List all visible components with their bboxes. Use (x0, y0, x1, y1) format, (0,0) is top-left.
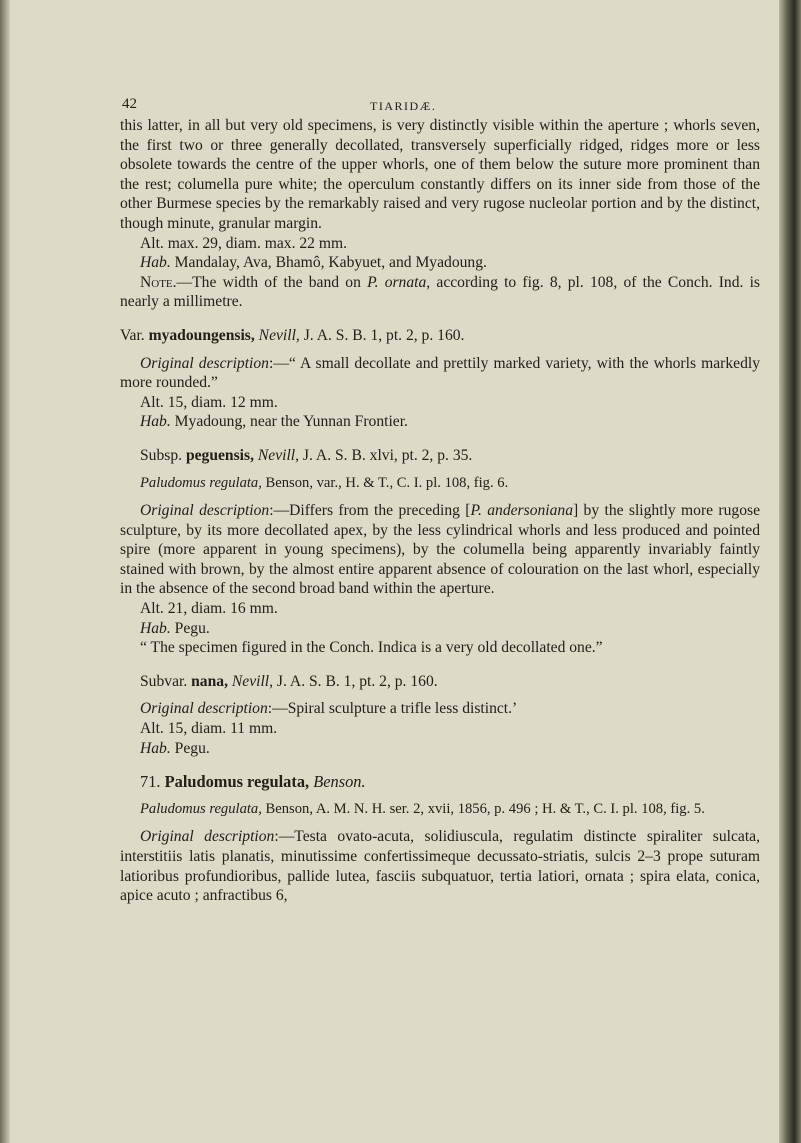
subsp-quote: “ The specimen figured in the Conch. Indica is a very old decollated one.” (140, 639, 603, 657)
var-original-description (120, 354, 760, 393)
subvar-nana-heading (120, 672, 760, 692)
hab-text: Pegu. (174, 739, 210, 757)
subsp-habitat (120, 619, 760, 639)
intro-note (120, 273, 760, 312)
species-71-heading (120, 772, 760, 792)
subvar-original-description (120, 699, 760, 719)
hab-text: Mandalay, Ava, Bhamô, Kabyuet, and Myadoung. (174, 254, 487, 272)
syn-species: Paludomus regulata, (140, 474, 262, 491)
hab-label: Hab. (140, 619, 171, 637)
species-71-synonym (120, 800, 760, 820)
var-myadoungensis-heading (120, 326, 760, 346)
syn-species: Paludomus regulata, (140, 800, 262, 817)
subvar-dimensions: Alt. 15, diam. 11 mm. (140, 720, 278, 738)
hab-label: Hab. (140, 254, 171, 272)
var-author: Nevill, (258, 326, 300, 344)
orig-label: Original description (140, 354, 269, 372)
orig-label: Original description (140, 828, 275, 846)
running-title: TIARIDÆ. (370, 99, 437, 113)
orig-before: :—Differs from the preceding [ (269, 502, 471, 520)
species-author: Benson. (313, 772, 366, 792)
note-before: —The width of the band on (176, 273, 361, 291)
subvar-habitat (120, 739, 760, 759)
hab-label: Hab. (140, 413, 171, 431)
subvar-prefix: Subvar. (140, 672, 188, 690)
subsp-synonym (120, 474, 760, 494)
species-number: 71. (140, 772, 161, 792)
var-name: myadoungensis, (148, 326, 255, 344)
orig-after: ] by the slightly more rugose sculpture, by its more decollated apex, by the less cylindrical whorls and less produced and pointed spire (more apparent in young specimens), by the columella being apparently invariably faintly stained with brown, by the almost entire apparent absence of colouration on the last whorl, especially in the absence of the second broad band within the aperture. (120, 502, 761, 598)
subvar-ref: J. A. S. B. 1, pt. 2, p. 160. (276, 672, 438, 690)
note-after: , according to fig. 8, pl. 108, of the Conch. Ind. is nearly a millimetre. (120, 273, 761, 311)
page-edge-left (0, 0, 10, 1143)
orig-label: Original description (140, 502, 270, 520)
intro-paragraph: this latter, in all but very old specimens, is very distinctly visible within the aperture ; whorls seven, the first two or three generally decollated, transversely superficially ridged, ridges more or less obsolete towards the centre of the upper whorls, one of them below the suture more prominent than the rest; columella pure white; the operculum constantly differs on its inner side from those of the other Burmese species by the remarkably raised and very rugose nucleolar portion and by the distinct, though minute, granular margin. (120, 117, 760, 232)
subsp-author: Nevill, (257, 446, 300, 464)
subsp-prefix: Subsp. (140, 446, 183, 464)
subsp-dimensions: Alt. 21, diam. 16 mm. (140, 600, 278, 618)
subsp-name: peguensis, (185, 446, 254, 464)
var-prefix: Var. (120, 326, 145, 344)
syn-ref: Benson, A. M. N. H. ser. 2, xvii, 1856, p. 496 ; H. & T., C. I. pl. 108, fig. 5. (265, 800, 705, 817)
orig-label: Original description (140, 700, 268, 718)
var-dimensions: Alt. 15, diam. 12 mm. (140, 393, 278, 411)
hab-text: Pegu. (174, 619, 210, 637)
intro-habitat (120, 253, 760, 273)
hab-text: Myadoung, near the Yunnan Frontier. (174, 413, 408, 431)
var-habitat (120, 412, 760, 432)
page-body (120, 96, 760, 906)
orig-text: :—Spiral sculpture a trifle less distinct.’ (267, 700, 518, 718)
intro-dimensions: Alt. max. 29, diam. max. 22 mm. (140, 234, 348, 252)
species-71-original-description (120, 827, 760, 905)
var-ref: J. A. S. B. 1, pt. 2, p. 160. (303, 326, 465, 344)
orig-species: P. andersoniana (470, 502, 574, 520)
orig-text: :—Testa ovato-acuta, solidiuscula, regulatim distincte spiraliter sulcata, interstitiis latis planatis, minutissime confertissimeque decussato-striatis, sulcis 2–3 prope suturam latioribus profundioribus, pallide lutea, fasciis subquatuor, tertia latiori, ornata ; spira elata, conica, apice acuto ; anfractibus 6, (120, 828, 761, 905)
hab-label: Hab. (140, 739, 171, 757)
species-name: Paludomus regulata, (164, 772, 310, 792)
note-label: Note. (140, 273, 177, 291)
subsp-peguensis-heading (120, 446, 760, 466)
syn-ref: Benson, var., H. & T., C. I. pl. 108, fig. 6. (265, 474, 509, 491)
note-species: P. ornata (367, 273, 427, 291)
subvar-author: Nevill, (231, 672, 274, 690)
page-edge-right (779, 0, 801, 1143)
orig-text: :—“ A small decollate and prettily marked variety, with the whorls markedly more rounded.” (120, 354, 761, 392)
page-number: 42 (122, 96, 137, 112)
subsp-original-description (120, 501, 760, 599)
subsp-ref: J. A. S. B. xlvi, pt. 2, p. 35. (302, 446, 473, 464)
subvar-name: nana, (191, 672, 228, 690)
